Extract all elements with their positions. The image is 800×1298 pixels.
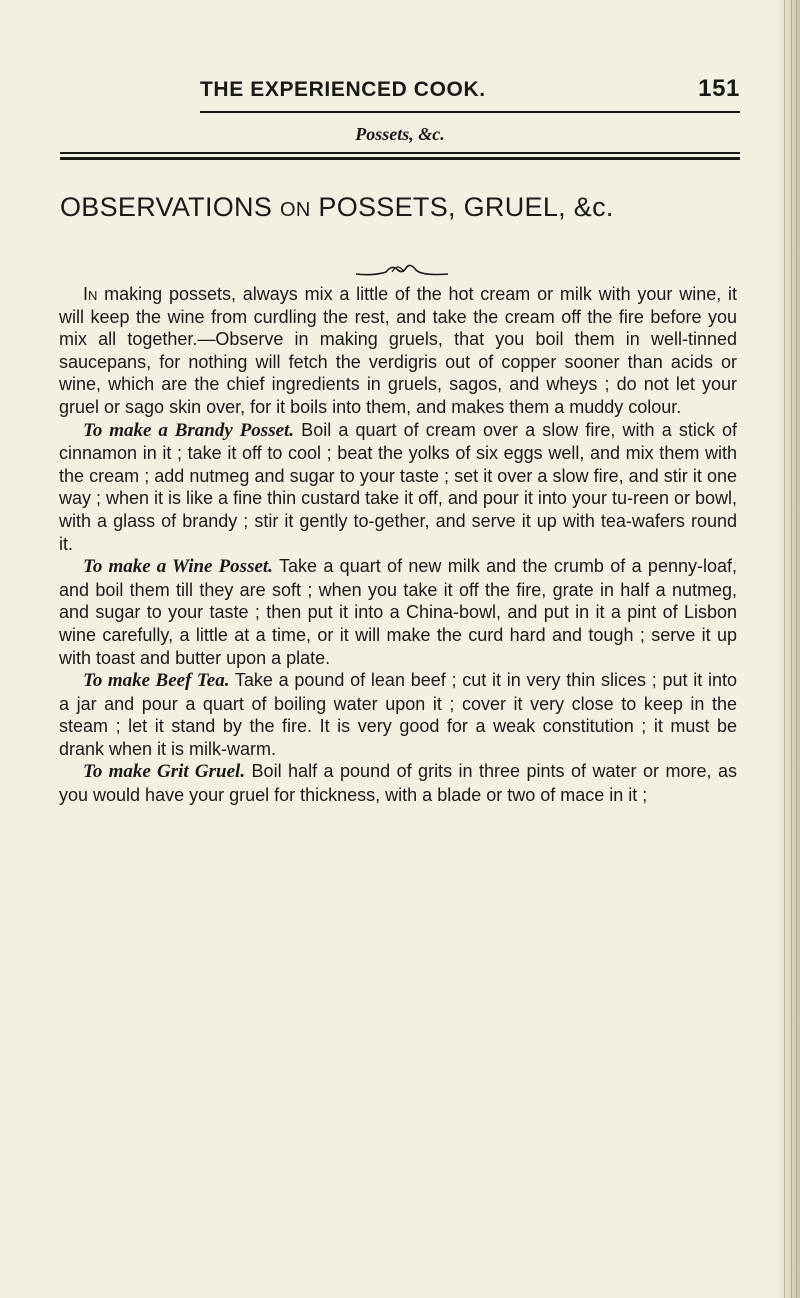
section-title-prefix: OBSERVATIONS: [60, 192, 273, 222]
page-number: 151: [698, 75, 740, 102]
intro-text: making possets, always mix a little of the hot cream or milk with your wine, it will keep the wine from curdling the rest, and take the cream off the fire before you mix all together.—Observe in making gruels, that you boil them in well-tinned saucepans, for nothing will fetch the verdigris out of copper sooner than acids or wine, which are the chief ingredients in gruels, sagos, and wheys ; do not let your gruel or sago skin over, for it boils into them, and makes them a muddy colour.: [59, 284, 737, 417]
section-title: [60, 192, 780, 223]
page-edge-line: [791, 0, 792, 1298]
recipe-title: To make a Wine Posset.: [83, 556, 273, 578]
section-subhead: Possets, &c.: [355, 124, 445, 144]
body-text: [59, 283, 737, 807]
header-rule-bottom: [60, 157, 740, 160]
recipe-title: To make Beef Tea.: [83, 670, 230, 692]
recipe-title: To make Grit Gruel.: [83, 761, 246, 783]
printer-flourish-icon: [352, 260, 452, 282]
recipe-title: To make a Brandy Posset.: [83, 419, 295, 441]
recipe-text: Boil a quart of cream over a slow fire, with a stick of cinnamon in it ; take it off to cool ; beat the yolks of six eggs well, and mix them with the cream ; add nutmeg and sugar to your taste ; set it over a slow fire, and stir it one way ; when it is like a fine thin custard take it off, and pour it into your tu-reen or bowl, with a glass of brandy ; stir it gently to-gether, and serve it up with tea-wafers round it.: [59, 419, 738, 554]
recipe-text: Take a quart of new milk and the crumb of a penny-loaf, and boil them till they are soft ; when you take it off the fire, grate in half a nutmeg, and sugar to your taste ; then put it into a China-bowl, and put in it a pint of Lisbon wine carefully, a little at a time, or it will make the curd hard and tough ; serve it up with toast and butter upon a plate.: [59, 556, 737, 668]
recipe-wine-posset: [59, 555, 737, 669]
recipe-beef-tea: [59, 669, 737, 760]
header-rule-top: [200, 111, 740, 113]
running-title: THE EXPERIENCED COOK.: [200, 78, 486, 101]
recipe-text: Boil half a pound of grits in three pints of water or more, as you would have your gruel for thickness, with a blade or two of mace in it ;: [59, 761, 737, 806]
intro-drop-word: In: [83, 284, 98, 304]
intro-paragraph: [59, 283, 737, 419]
header-rule-middle: [60, 152, 740, 154]
page-edge-line: [784, 0, 785, 1298]
recipe-brandy-posset: [59, 419, 737, 556]
page-edge: [778, 0, 800, 1298]
section-title-on: ON: [279, 199, 311, 221]
section-title-rest: POSSETS, GRUEL, &c.: [318, 192, 614, 222]
recipe-grit-gruel: [59, 760, 737, 806]
page-edge-line: [796, 0, 797, 1298]
recipe-text: Take a pound of lean beef ; cut it in very thin slices ; put it into a jar and pour a quart of boiling water upon it ; cover it very close to keep in the steam ; let it stand by the fire. It is very good for a weak constitution ; it must be drank when it is milk-warm.: [59, 670, 737, 759]
